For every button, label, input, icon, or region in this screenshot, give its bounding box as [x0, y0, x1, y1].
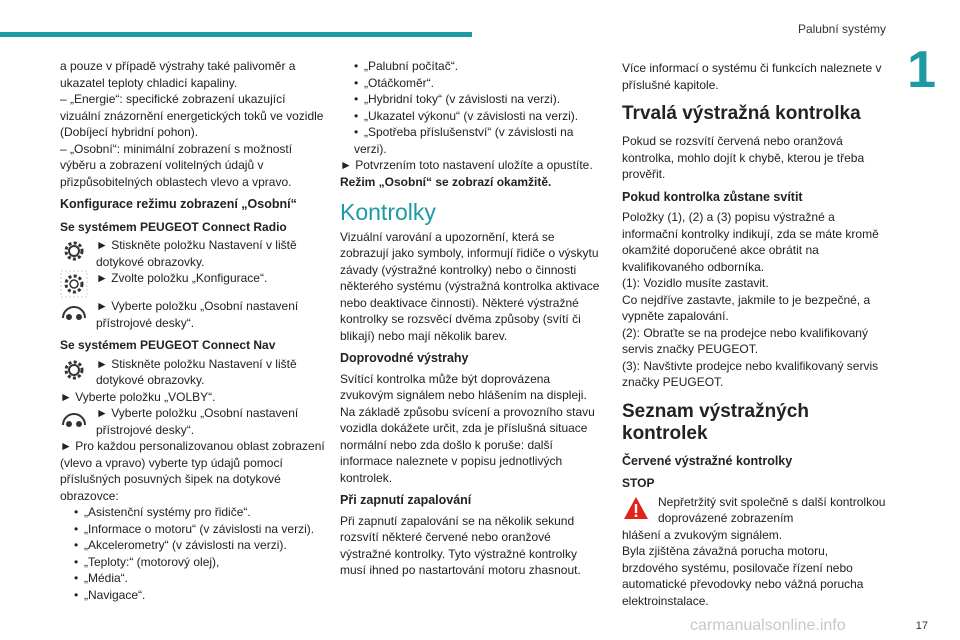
- heading-zapnuti: Při zapnutí zapalování: [340, 493, 472, 507]
- heading-pokud: Pokud kontrolka zůstane svítit: [622, 189, 803, 204]
- step-text: ► Stiskněte položku Nastavení v liště dotykové obrazovky.: [96, 238, 297, 269]
- paragraph: Při zapnutí zapalování se na několik sekund rozsvítí některé červené nebo oranžové výstražné kontrolky. Tyto výstražné kontrolky musí ihned po nastartování motoru zhasnout.: [340, 513, 581, 577]
- column-2: [340, 58, 605, 579]
- warning-triangle-icon: [622, 494, 650, 522]
- heading-trvala: Trvalá výstražná kontrolka: [622, 103, 861, 124]
- list-item: • „Hybridní toky“ (v závislosti na verzi).: [354, 92, 561, 106]
- page-number: 17: [915, 620, 928, 632]
- step-row: [60, 298, 325, 331]
- heading-kontrolky: Kontrolky: [340, 199, 436, 225]
- column-3: [622, 60, 887, 609]
- column-1: [60, 58, 325, 603]
- step-row: [60, 405, 325, 438]
- list-item: • „Teploty:“ (motorový olej),: [74, 554, 220, 569]
- step-text: ► Stiskněte položku Nastavení v liště dotykové obrazovky.: [96, 356, 297, 387]
- gear-icon: [60, 356, 88, 384]
- bullet-list: [354, 58, 605, 157]
- paragraph: Co nejdříve zastavte, jakmile to je bezpečné, a vypněte zapalování.: [622, 292, 871, 323]
- paragraph: Položky (1), (2) a (3) popisu výstražné a informační kontrolky indikují, zda se máte kromě okamžité doporučené akce obrátit na kvalifikovaného odborníka.: [622, 210, 879, 274]
- paragraph: hlášení a zvukovým signálem.: [622, 527, 783, 542]
- paragraph: Byla zjištěna závažná porucha motoru, brzdového systému, posilovače řízení nebo automatické převodovky nebo vážná porucha elektroinstalace.: [622, 544, 864, 608]
- heading-seznam: Seznam výstražných kontrolek: [622, 400, 809, 444]
- settings-grid-icon: [60, 270, 88, 298]
- paragraph: ► Potvrzením toto nastavení uložíte a opustíte.: [340, 158, 593, 172]
- heading-nav: Se systémem PEUGEOT Connect Nav: [60, 338, 276, 352]
- chapter-number: 1: [907, 41, 936, 99]
- paragraph: Více informací o systému či funkcích naleznete v příslušné kapitole.: [622, 61, 882, 92]
- paragraph: (2): Obraťte se na prodejce nebo kvalifikovaný servis značky PEUGEOT.: [622, 325, 868, 356]
- watermark: carmanualsonline.info: [690, 617, 846, 634]
- paragraph: Režim „Osobní“ se zobrazí okamžitě.: [340, 174, 552, 189]
- list-item: • „Informace o motoru“ (v závislosti na verzi).: [74, 521, 315, 536]
- gear-icon: [60, 237, 88, 265]
- list-item: • „Spotřeba příslušenství“ (v závislosti na verzi).: [354, 125, 574, 156]
- step-row: [60, 356, 325, 389]
- step-text: ► Vyberte položku „VOLBY“.: [60, 389, 216, 404]
- warning-row: [622, 494, 887, 527]
- list-item: • „Ukazatel výkonu“ (v závislosti na verzi).: [354, 108, 579, 123]
- list-item: • „Navigace“.: [74, 587, 146, 602]
- dashboard-icon: [60, 298, 88, 326]
- step-text: ► Zvolte položku „Konfigurace“.: [96, 271, 268, 285]
- list-item: • „Média“.: [74, 571, 129, 585]
- step-row: [60, 270, 325, 298]
- section-title: Palubní systémy: [797, 22, 886, 36]
- list-item: • „Otáčkoměr“.: [354, 75, 435, 90]
- list-item: • „Akcelerometry“ (v závislosti na verzi).: [74, 538, 287, 552]
- heading-cervene: Červené výstražné kontrolky: [622, 453, 793, 468]
- paragraph: Nepřetržitý svit společně s další kontrolkou doprovázené zobrazením: [658, 494, 886, 525]
- paragraph: – „Osobní“: minimální zobrazení s možností výběru a zobrazení volitelných údajů v přizpůsobitelných oblastech vlevo a vpravo.: [60, 141, 293, 189]
- step-text: ► Vyberte položku „Osobní nastavení přístrojové desky“.: [96, 299, 299, 330]
- header-accent-bar: [0, 32, 472, 37]
- dashboard-icon: [60, 405, 88, 433]
- step-row: [60, 237, 325, 270]
- paragraph: – „Energie“: specifické zobrazení ukazující vizuální znázornění energetických toků ve vozidle (Dobíjecí hybridní pohon).: [60, 92, 324, 139]
- paragraph: (3): Navštivte prodejce nebo kvalifikovaný servis značky PEUGEOT.: [622, 358, 879, 389]
- paragraph: ► Pro každou personalizovanou oblast zobrazení (vlevo a vpravo) vyberte typ údajů pomocí příslušných posuvných šipek na dotykové obrazovce:: [60, 439, 325, 503]
- bullet-list: [74, 504, 325, 603]
- step-text: ► Vyberte položku „Osobní nastavení přístrojové desky“.: [96, 406, 299, 437]
- paragraph: Pokud se rozsvítí červená nebo oranžová kontrolka, mohlo dojít k chybě, kterou je třeba prověřit.: [622, 134, 865, 181]
- heading-config: Konfigurace režimu zobrazení „Osobní“: [60, 197, 297, 211]
- paragraph: Vizuální varování a upozornění, která se zobrazují jako symboly, informují řidiče o výskytu závady (výstražné kontrolky) nebo o činnosti některého systému (výstražná kontrolka aktivace nebo deaktivace činnosti). Některé výstražné kontrolky se rozsvěcí dvěma způsoby (svítí či blikají) nebo mají několik barev.: [340, 229, 600, 343]
- heading-radio: Se systémem PEUGEOT Connect Radio: [60, 219, 287, 234]
- heading-stop: STOP: [622, 476, 655, 490]
- list-item: • „Asistenční systémy pro řidiče“.: [74, 505, 251, 519]
- heading-doprovodne: Doprovodné výstrahy: [340, 351, 469, 365]
- list-item: • „Palubní počítač“.: [354, 59, 459, 73]
- paragraph: a pouze v případě výstrahy také palivoměr a ukazatel teploty chladicí kapaliny.: [60, 59, 296, 90]
- paragraph: (1): Vozidlo musíte zastavit.: [622, 276, 769, 290]
- paragraph: Svítící kontrolka může být doprovázena zvukovým signálem nebo hlášením na displeji. Na základě způsobu svícení a provozního stavu vozidla dokážete určit, zda je příslušná situace normální nebo zda došlo k poruše: další informace naleznete v popisu jednotlivých kontrolek.: [340, 371, 595, 485]
